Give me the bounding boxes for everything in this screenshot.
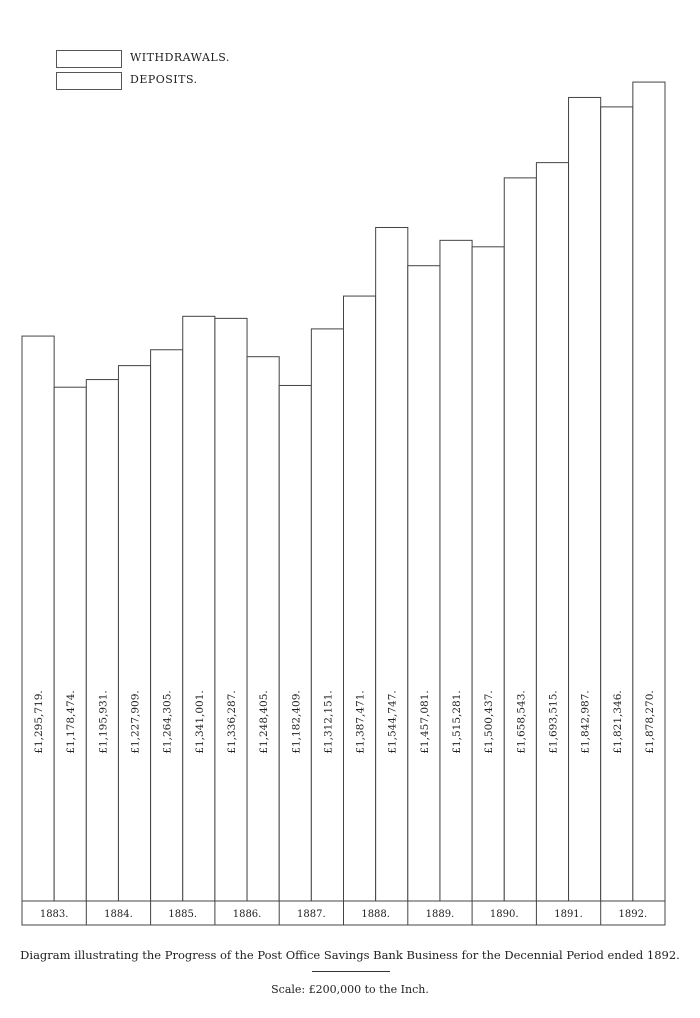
bar-deposits-14 [472, 247, 504, 901]
bar-withdrawals-5 [183, 316, 215, 901]
bar-withdrawals-1 [54, 387, 86, 901]
chart-caption: Diagram illustrating the Progress of the Post Office Savings Bank Business for the Decennial Period ended 1892. [20, 948, 680, 962]
bar-value-label: £1,227,909. [129, 690, 142, 754]
bar-value-label: £1,878,270. [643, 690, 656, 754]
bar-value-label: £1,312,151. [322, 690, 335, 754]
bar-value-label: £1,842,987. [579, 690, 592, 754]
bar-withdrawals-3 [118, 366, 150, 901]
bar-value-label: £1,387,471. [354, 690, 367, 754]
bar-value-label: £1,195,931. [97, 690, 110, 754]
bar-value-label: £1,336,287. [225, 690, 238, 754]
year-tick-label: 1884. [104, 909, 133, 920]
year-tick-label: 1890. [489, 909, 519, 920]
bar-value-label: £1,693,515. [547, 690, 560, 754]
bar-value-label: £1,341,001. [193, 690, 206, 754]
bar-deposits-16 [536, 163, 568, 901]
year-tick-label: 1886. [232, 909, 262, 920]
bar-withdrawals-7 [247, 357, 279, 901]
bar-deposits-10 [344, 296, 376, 901]
year-tick-label: 1891. [554, 909, 583, 920]
bar-value-label: £1,178,474. [65, 690, 78, 754]
legend-deposits-label: DEPOSITS. [130, 73, 198, 86]
bar-deposits-6 [215, 318, 247, 901]
year-tick-label: 1885. [168, 909, 198, 920]
bar-value-label: £1,248,405. [258, 690, 271, 754]
bar-withdrawals-9 [311, 329, 343, 901]
bar-value-label: £1,182,409. [290, 690, 303, 754]
bar-deposits-18 [601, 107, 633, 901]
bar-value-label: £1,658,543. [515, 690, 528, 754]
year-tick-label: 1887. [297, 909, 326, 920]
bar-value-label: £1,264,305. [161, 690, 174, 754]
bar-value-label: £1,821,346. [611, 690, 624, 754]
bar-deposits-0 [22, 336, 54, 901]
bar-value-label: £1,544,747. [386, 690, 399, 754]
bar-withdrawals-17 [569, 97, 601, 901]
year-tick-label: 1892. [618, 909, 648, 920]
year-tick-label: 1888. [361, 909, 390, 920]
year-tick-label: 1883. [39, 909, 69, 920]
bar-withdrawals-13 [440, 240, 472, 901]
bar-deposits-8 [279, 385, 311, 901]
bar-withdrawals-15 [504, 178, 536, 901]
bar-value-label: £1,295,719. [33, 690, 46, 754]
bar-deposits-12 [408, 266, 440, 901]
bar-value-label: £1,457,081. [418, 690, 431, 754]
caption-rule [312, 971, 390, 972]
bar-value-label: £1,500,437. [483, 690, 496, 754]
bar-value-label: £1,515,281. [451, 690, 464, 754]
bar-deposits-4 [151, 350, 183, 901]
scale-note: Scale: £200,000 to the Inch. [271, 983, 429, 996]
year-tick-label: 1889. [425, 909, 455, 920]
legend-withdrawals-label: WITHDRAWALS. [130, 51, 230, 64]
bar-withdrawals-11 [376, 227, 408, 901]
bar-deposits-2 [86, 380, 118, 901]
bar-withdrawals-19 [633, 82, 665, 901]
